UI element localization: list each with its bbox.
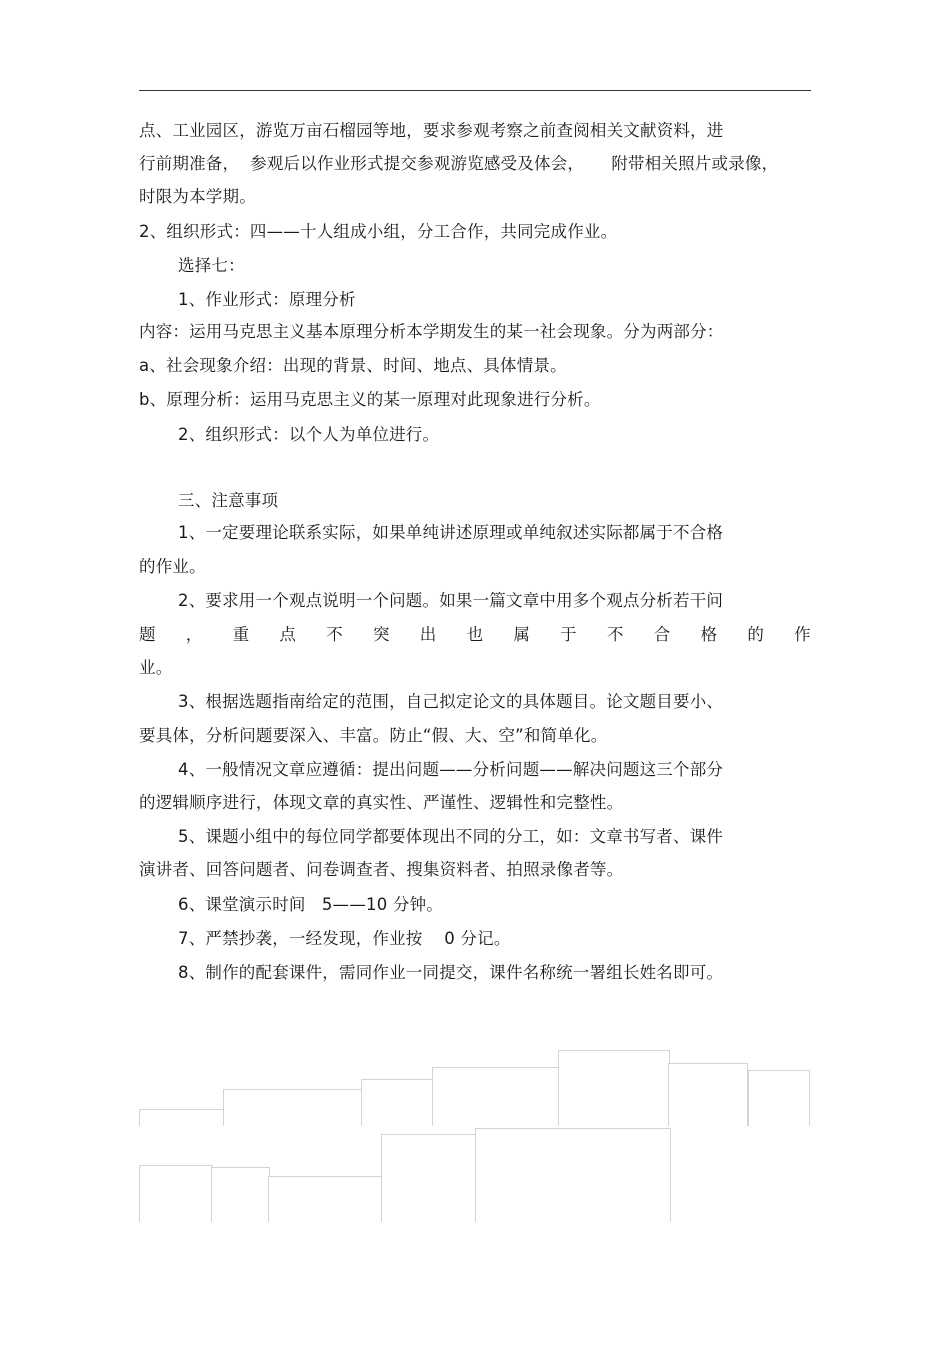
paragraph-line: 1、一定要理论联系实际，如果单纯讲述原理或单纯叙述实际都属于不合格 [178, 523, 724, 542]
decorative-box [139, 1109, 225, 1126]
justified-line [139, 624, 811, 646]
paragraph-line: 行前期准备， 参观后以作业形式提交参观游览感受及体会， 附带相关照片或录像， [139, 154, 779, 173]
paragraph-line: 时限为本学期。 [139, 187, 256, 206]
char: ， [185, 625, 203, 644]
paragraph-line: 业。 [139, 658, 173, 677]
char: 于 [560, 625, 577, 644]
paragraph-line: 内容：运用马克思主义基本原理分析本学期发生的某一社会现象。分为两部分： [139, 322, 724, 341]
char: 不 [326, 625, 343, 644]
decorative-box [748, 1070, 810, 1126]
paragraph-line: 要具体，分析问题要深入、丰富。防止“假、大、空”和简单化。 [139, 726, 608, 745]
char: 作 [794, 625, 811, 644]
char: 格 [700, 625, 718, 644]
paragraph-line: 6、课堂演示时间 5——10 分钟。 [178, 895, 443, 914]
paragraph-line: 1、作业形式：原理分析 [178, 290, 356, 309]
paragraph-line: 5、课题小组中的每位同学都要体现出不同的分工，如：文章书写者、课件 [178, 827, 724, 846]
decorative-box [475, 1128, 671, 1222]
char: 属 [513, 625, 531, 644]
decorative-box [381, 1134, 477, 1222]
section-heading: 选择七： [178, 256, 245, 275]
char: 点 [279, 625, 297, 644]
paragraph-line: 3、根据选题指南给定的范围，自己拟定论文的具体题目。论文题目要小、 [178, 692, 724, 711]
paragraph-line: 7、严禁抄袭，一经发现，作业按 0 分记。 [178, 929, 511, 948]
decorative-box [558, 1050, 670, 1126]
paragraph-line: 8、制作的配套课件，需同作业一同提交，课件名称统一署组长姓名即可。 [178, 963, 724, 982]
decorative-box [268, 1176, 383, 1222]
paragraph-line: 的作业。 [139, 557, 206, 576]
char: 重 [232, 625, 250, 644]
paragraph-line: 的逻辑顺序进行，体现文章的真实性、严谨性、逻辑性和完整性。 [139, 793, 624, 812]
paragraph-line: a、社会现象介绍：出现的背景、时间、地点、具体情景。 [139, 356, 567, 375]
paragraph-line: 点、工业园区，游览万亩石榴园等地，要求参观考察之前查阅相关文献资料，进 [139, 121, 724, 140]
char: 题 [139, 625, 156, 644]
char: 突 [372, 625, 390, 644]
char: 也 [466, 625, 484, 644]
paragraph-line: b、原理分析：运用马克思主义的某一原理对此现象进行分析。 [139, 390, 601, 409]
decorative-box [139, 1165, 213, 1222]
decorative-box [361, 1079, 434, 1126]
decorative-box [432, 1067, 560, 1126]
char: 的 [747, 625, 765, 644]
decorative-box [211, 1167, 270, 1222]
paragraph-line: 演讲者、回答问题者、问卷调查者、搜集资料者、拍照录像者等。 [139, 860, 624, 879]
paragraph-line: 2、组织形式：四——十人组成小组，分工合作，共同完成作业。 [139, 222, 618, 241]
char: 不 [606, 625, 624, 644]
paragraph-line: 4、一般情况文章应遵循：提出问题——分析问题——解决问题这三个部分 [178, 760, 724, 779]
decorative-box [223, 1089, 363, 1126]
decorative-box [668, 1063, 748, 1126]
section-heading: 三、注意事项 [178, 491, 279, 510]
paragraph-line: 2、组织形式：以个人为单位进行。 [178, 425, 440, 444]
paragraph-line: 2、要求用一个观点说明一个问题。如果一篇文章中用多个观点分析若干问 [178, 591, 724, 610]
char: 合 [653, 625, 671, 644]
header-rule [139, 90, 811, 91]
char: 出 [419, 625, 437, 644]
